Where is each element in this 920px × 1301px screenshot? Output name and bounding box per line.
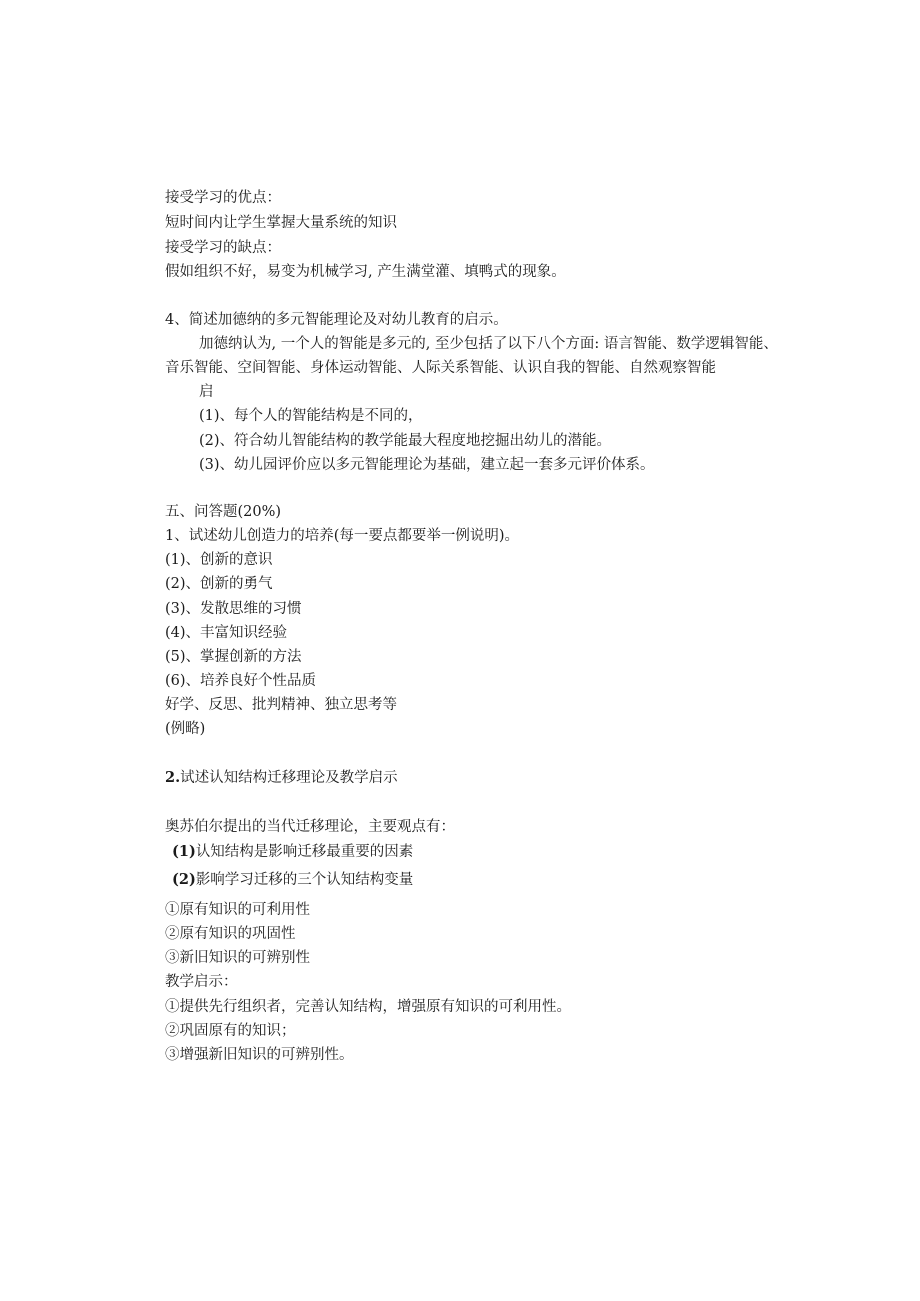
q4-para-line1: 加德纳认为, 一个人的智能是多元的, 至少包括了以下八个方面: 语言智能、数学逻辑智能、 xyxy=(199,336,778,352)
q1-item-1: (1)、创新的意识 xyxy=(165,552,273,568)
q2-view-1 xyxy=(172,842,413,862)
q2-title-line xyxy=(165,768,398,788)
q1-item-5: (5)、掌握创新的方法 xyxy=(165,649,302,665)
q4-title: 4、简述加德纳的多元智能理论及对幼儿教育的启示。 xyxy=(165,312,508,328)
q1-title: 1、试述幼儿创造力的培养(每一要点都要举一例说明)。 xyxy=(165,528,520,544)
q2-intro: 奥苏伯尔提出的当代迁移理论，主要观点有： xyxy=(165,819,455,835)
q4-para-line2: 音乐智能、空间智能、身体运动智能、人际关系智能、认识自我的智能、自然观察智能 xyxy=(165,360,716,376)
section5-heading: 五、问答题(20%) xyxy=(165,504,282,520)
q2-teach-title: 教学启示： xyxy=(165,974,238,990)
q2-var-3: ③新旧知识的可辨别性 xyxy=(165,950,310,966)
q1-item-6: (6)、培养良好个性品质 xyxy=(165,673,317,689)
q2-view-2-number: (2) xyxy=(172,871,196,888)
q2-view-1-number: (1) xyxy=(172,843,196,860)
q4-point-2: (2)、符合幼儿智能结构的教学能最大程度地挖掘出幼儿的潜能。 xyxy=(199,433,612,449)
accept-disadv-text: 假如组织不好，易变为机械学习, 产生满堂灌、填鸭式的现象。 xyxy=(165,264,566,280)
q2-view-2 xyxy=(172,870,413,890)
accept-adv-title: 接受学习的优点： xyxy=(165,190,281,206)
q2-teach-3: ③增强新旧知识的可辨别性。 xyxy=(165,1047,354,1063)
q2-view-1-text: 认知结构是影响迁移最重要的因素 xyxy=(195,844,414,860)
q2-teach-2: ②巩固原有的知识； xyxy=(165,1023,296,1039)
q2-view-2-text: 影响学习迁移的三个认知结构变量 xyxy=(195,872,414,888)
q2-teach-1: ①提供先行组织者，完善认知结构，增强原有知识的可利用性。 xyxy=(165,999,571,1015)
q2-number: 2. xyxy=(165,769,181,786)
q4-qi: 启 xyxy=(199,384,214,400)
q1-item-3: (3)、发散思维的习惯 xyxy=(165,601,302,617)
q2-title: 试述认知结构迁移理论及教学启示 xyxy=(180,770,398,786)
q2-var-2: ②原有知识的巩固性 xyxy=(165,926,296,942)
accept-disadv-title: 接受学习的缺点： xyxy=(165,240,281,256)
q4-point-1: (1)、每个人的智能结构是不同的， xyxy=(199,408,423,424)
q4-point-3: (3)、幼儿园评价应以多元智能理论为基础，建立起一套多元评价体系。 xyxy=(199,457,655,473)
q2-var-1: ①原有知识的可利用性 xyxy=(165,902,310,918)
accept-adv-text: 短时间内让学生掌握大量系统的知识 xyxy=(165,215,397,231)
q1-item-4: (4)、丰富知识经验 xyxy=(165,625,288,641)
q1-extra: 好学、反思、批判精神、独立思考等 xyxy=(165,697,397,713)
q1-item-2: (2)、创新的勇气 xyxy=(165,576,273,592)
q1-example: (例略) xyxy=(165,721,206,737)
